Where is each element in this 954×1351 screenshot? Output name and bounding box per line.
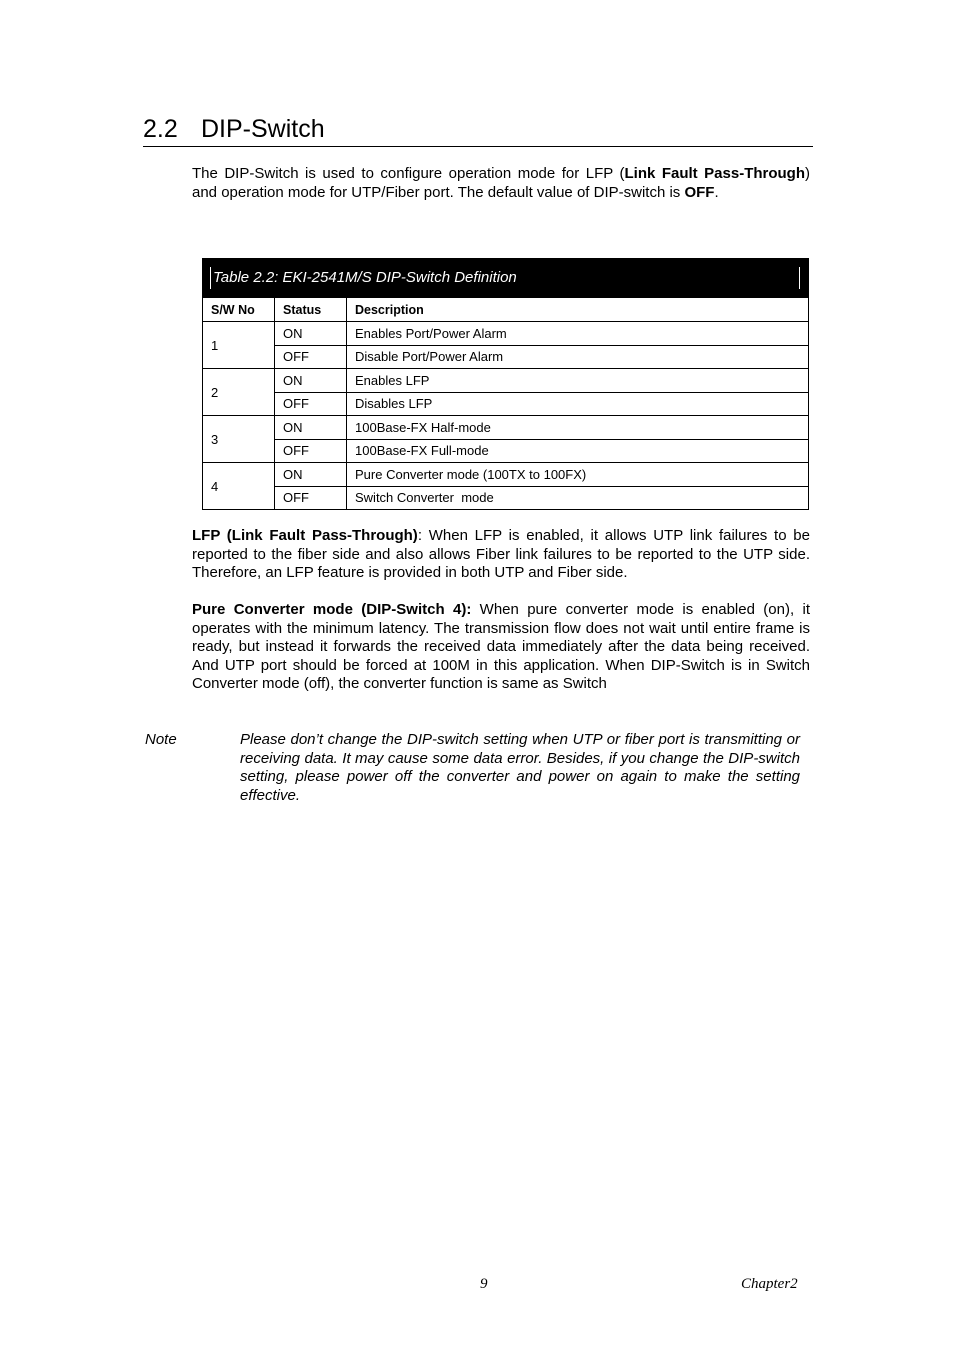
- intro-bold-off: OFF: [684, 183, 715, 201]
- lfp-paragraph: [192, 527, 810, 583]
- description-cell: 100Base-FX Full-mode: [347, 439, 809, 463]
- status-cell: ON: [275, 369, 347, 393]
- intro-paragraph: [192, 165, 810, 202]
- status-cell: ON: [275, 463, 347, 487]
- pure-converter-paragraph: [192, 601, 810, 694]
- note-label: Note: [145, 731, 177, 748]
- dip-switch-table: [202, 258, 809, 510]
- table-row: [203, 439, 809, 463]
- pure-converter-text: When pure converter mode is enabled (on), it operates with the minimum latency. The transmission flow does not wait until entire frame is ready, but instead it forwards the received data immediately after the data being received. And UTP port should be forced at 100M in this application. When DIP-Switch is in Switch Converter mode (off), the converter function is same as Switch: [192, 601, 810, 692]
- section-number: 2.2: [143, 115, 178, 143]
- note-text: Please don’t change the DIP-switch setting when UTP or fiber port is transmitting or receiving data. It may cause some data error. Besides, if you change the DIP-switch setting, please power off the converter and power on again to make the setting effective.: [240, 731, 800, 804]
- description-cell: Disables LFP: [347, 392, 809, 416]
- pure-converter-label: Pure Converter mode (DIP-Switch 4):: [192, 601, 472, 618]
- section-title: DIP-Switch: [201, 115, 325, 143]
- table-row: [203, 463, 809, 487]
- intro-text-3: .: [714, 183, 719, 201]
- table-row: [203, 322, 809, 346]
- section-heading: [143, 113, 813, 147]
- intro-text-1: The DIP-Switch is used to configure operation mode for LFP (: [192, 165, 625, 182]
- header-status: Status: [275, 298, 347, 322]
- status-cell: OFF: [275, 345, 347, 369]
- table-row: [203, 369, 809, 393]
- sw-number-cell: 4: [203, 463, 275, 510]
- chapter-label: Chapter2: [741, 1276, 798, 1292]
- status-cell: ON: [275, 416, 347, 440]
- header-sw-no: S/W No: [203, 298, 275, 322]
- status-cell: OFF: [275, 439, 347, 463]
- header-description: Description: [347, 298, 809, 322]
- status-cell: ON: [275, 322, 347, 346]
- description-cell: Disable Port/Power Alarm: [347, 345, 809, 369]
- sw-number-cell: 1: [203, 322, 275, 369]
- table-row: [203, 416, 809, 440]
- lfp-text: : When LFP is enabled, it allows UTP link failures to be reported to the fiber side and also allows Fiber link failures to be reported to the UTP side. Therefore, an LFP feature is provided in both UTP and Fiber side.: [192, 527, 810, 581]
- table-row: [203, 486, 809, 510]
- status-cell: OFF: [275, 486, 347, 510]
- page-number: 9: [480, 1276, 488, 1292]
- table-caption-text: Table 2.2: EKI-2541M/S DIP-Switch Definition: [210, 267, 800, 289]
- table-row: [203, 392, 809, 416]
- description-cell: Enables LFP: [347, 369, 809, 393]
- status-cell: OFF: [275, 392, 347, 416]
- description-cell: 100Base-FX Half-mode: [347, 416, 809, 440]
- sw-number-cell: 2: [203, 369, 275, 416]
- intro-bold-lfp: Link Fault Pass-Through: [624, 165, 806, 182]
- table-header-row: [203, 298, 809, 322]
- description-cell: Pure Converter mode (100TX to 100FX): [347, 463, 809, 487]
- table-row: [203, 345, 809, 369]
- table-caption: [203, 259, 809, 298]
- lfp-label: LFP (Link Fault Pass-Through): [192, 527, 418, 544]
- description-cell: Switch Converter mode: [347, 486, 809, 510]
- sw-number-cell: 3: [203, 416, 275, 463]
- description-cell: Enables Port/Power Alarm: [347, 322, 809, 346]
- intro-text-2: ) and operation mode for UTP/Fiber port. The default value of DIP-switch is: [192, 165, 811, 201]
